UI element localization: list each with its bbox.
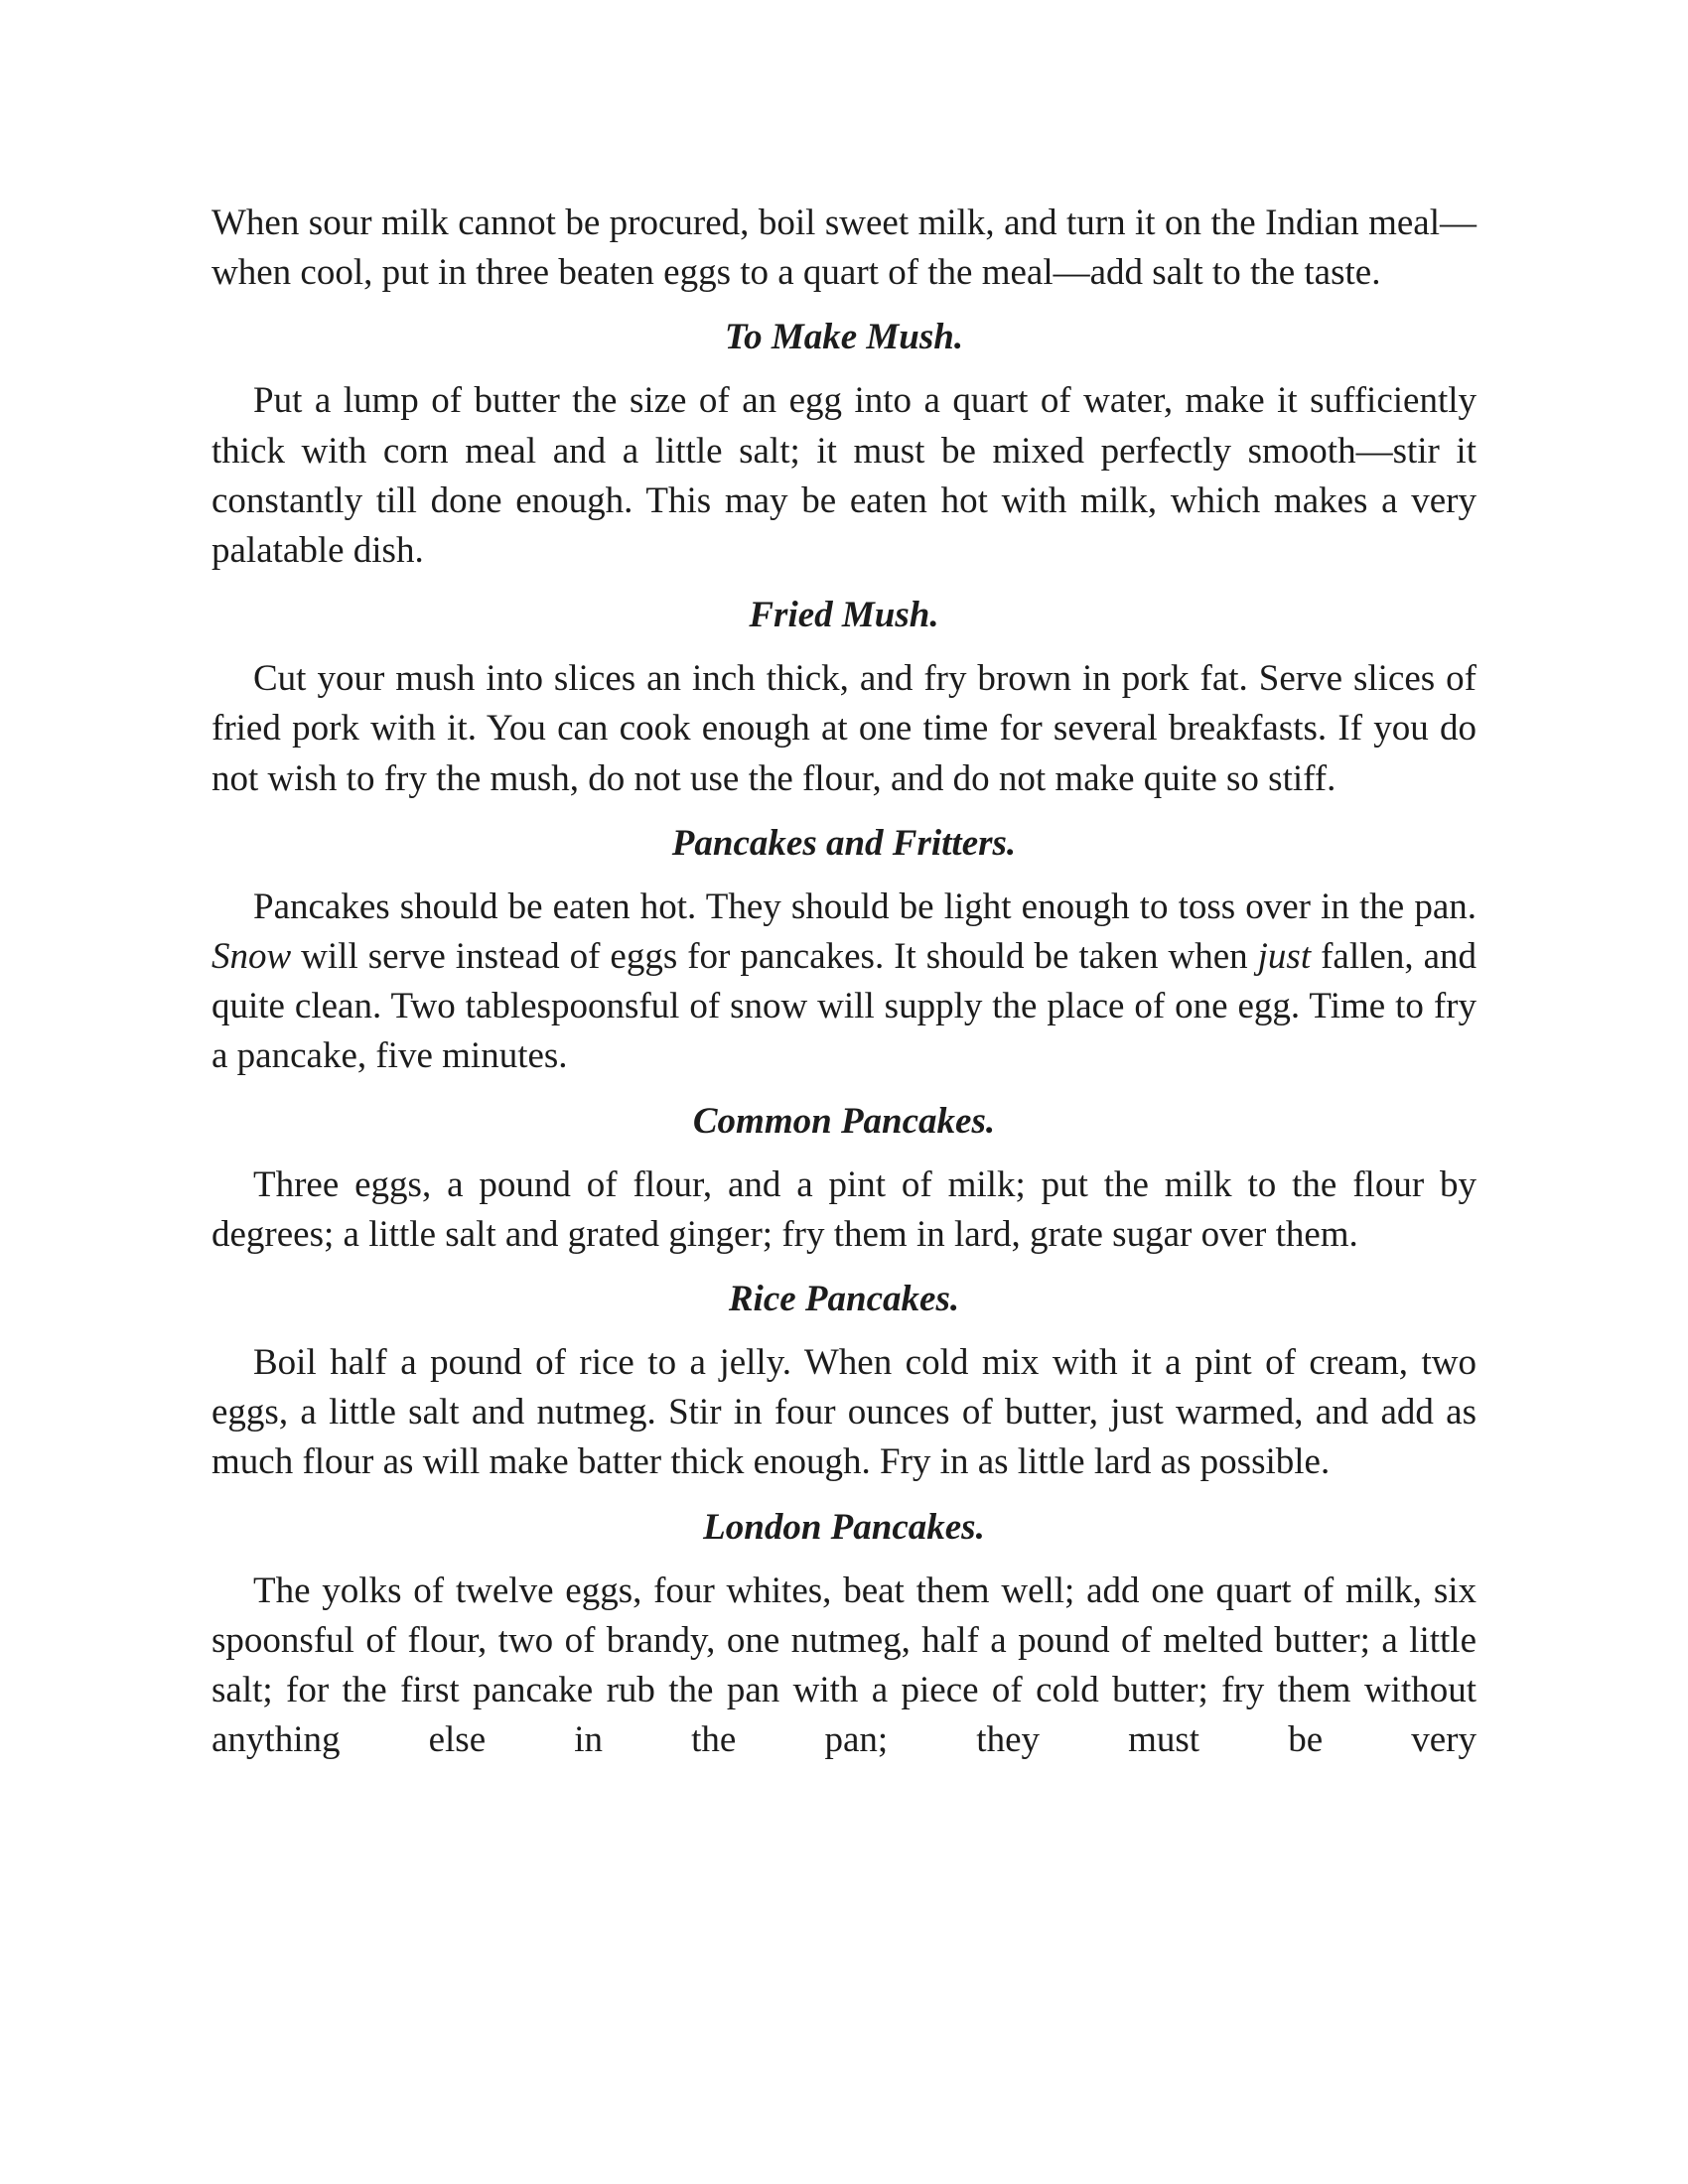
paragraph-text: fallen, and quite clean. Two tablespoonsful of snow will supply the place of one egg. Time to fry a pancake, five minutes. xyxy=(211,936,1477,1077)
italic-word-snow: Snow xyxy=(211,936,292,978)
paragraph-london-pancakes xyxy=(211,1567,1477,1766)
paragraph-text: will serve instead of eggs for pancakes. It should be taken when xyxy=(291,936,1258,978)
paragraph-fried-mush xyxy=(211,654,1477,804)
heading-fried-mush: Fried Mush. xyxy=(749,595,939,636)
heading-common-pancakes: Common Pancakes. xyxy=(692,1100,996,1142)
paragraph-text: Cut your mush into slices an inch thick, and fry brown in pork fat. Serve slices of fried pork with it. You can cook enough at one time for several breakfasts. If you do not wish to fry the mush, do not use the flour, and do not make quite so stiff. xyxy=(211,658,1477,799)
paragraph-text: Three eggs, a pound of flour, and a pint of milk; put the milk to the flour by degrees; a little salt and grated ginger; fry them in lard, grate sugar over them. xyxy=(211,1163,1477,1255)
paragraph-rice-pancakes xyxy=(211,1338,1477,1488)
italic-word-just: just xyxy=(1257,936,1312,978)
document-page xyxy=(211,199,1477,1765)
paragraph-text: Put a lump of butter the size of an egg into a quart of water, make it sufficiently thick with corn meal and a little salt; it must be mixed perfectly smooth—stir it constantly till done enough. This may be eaten hot with milk, which makes a very palatable dish. xyxy=(211,380,1477,572)
paragraph-to-make-mush xyxy=(211,376,1477,576)
paragraph-common-pancakes xyxy=(211,1160,1477,1260)
intro-paragraph xyxy=(211,199,1477,298)
heading-london-pancakes: London Pancakes. xyxy=(703,1506,985,1548)
paragraph-text: Pancakes should be eaten hot. They should be light enough to toss over in the pan. xyxy=(253,886,1477,927)
heading-to-make-mush: To Make Mush. xyxy=(724,317,964,358)
paragraph-text: Boil half a pound of rice to a jelly. When cold mix with it a pint of cream, two eggs, a little salt and nutmeg. Stir in four ounces of butter, just warmed, and add as much flour as will make batter thick enough. Fry in as little lard as possible. xyxy=(211,1342,1477,1483)
heading-rice-pancakes: Rice Pancakes. xyxy=(728,1279,960,1320)
paragraph-pancakes-and-fritters xyxy=(211,883,1477,1082)
intro-text: When sour milk cannot be procured, boil sweet milk, and turn it on the Indian meal—when cool, put in three beaten eggs to a quart of the meal—add salt to the taste. xyxy=(211,203,1477,294)
paragraph-text: The yolks of twelve eggs, four whites, beat them well; add one quart of milk, six spoonsful of flour, two of brandy, one nutmeg, half a pound of melted butter; a little salt; for the first pancake rub the pan with a piece of cold butter; fry them without anything else in the pan; they must be very xyxy=(211,1570,1477,1761)
heading-pancakes-and-fritters: Pancakes and Fritters. xyxy=(671,822,1017,864)
